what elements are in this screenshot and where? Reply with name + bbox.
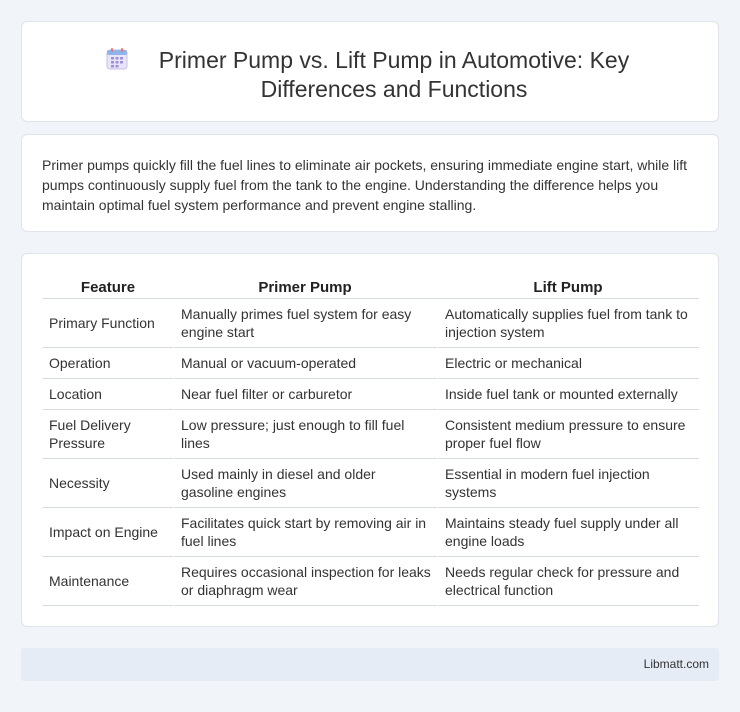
table-row [43,379,699,410]
feature-cell: Necessity [43,459,173,508]
lift-pump-cell: Inside fuel tank or mounted externally [437,379,699,410]
lift-pump-cell: Maintains steady fuel supply under all engine loads [437,508,699,557]
lift-pump-cell: Electric or mechanical [437,348,699,379]
primer-pump-cell: Low pressure; just enough to fill fuel lines [173,410,437,459]
intro-card [21,134,719,232]
primer-pump-cell: Near fuel filter or carburetor [173,379,437,410]
lift-pump-cell: Consistent medium pressure to ensure proper fuel flow [437,410,699,459]
table-row [43,410,699,459]
table-header-row [43,276,699,299]
table-row [43,348,699,379]
primer-pump-cell: Manually primes fuel system for easy engine start [173,299,437,348]
table-row [43,508,699,557]
primer-pump-cell: Facilitates quick start by removing air in fuel lines [173,508,437,557]
primer-pump-cell: Requires occasional inspection for leaks or diaphragm wear [173,557,437,606]
feature-cell: Maintenance [43,557,173,606]
feature-cell: Primary Function [43,299,173,348]
column-header-primer-pump: Primer Pump [173,276,437,299]
page-title-text [22,46,718,104]
footer-site-link[interactable]: Libmatt.com [643,657,709,671]
feature-cell: Fuel Delivery Pressure [43,410,173,459]
primer-pump-cell: Used mainly in diesel and older gasoline engines [173,459,437,508]
feature-cell: Impact on Engine [43,508,173,557]
comparison-table-card [21,253,719,627]
column-header-feature: Feature [43,276,173,299]
table-row [43,459,699,508]
column-header-lift-pump: Lift Pump [437,276,699,299]
lift-pump-cell: Automatically supplies fuel from tank to injection system [437,299,699,348]
lift-pump-cell: Needs regular check for pressure and electrical function [437,557,699,606]
comparison-table [43,276,699,606]
lift-pump-cell: Essential in modern fuel injection systems [437,459,699,508]
footer [21,648,719,681]
feature-cell: Location [43,379,173,410]
table-row [43,557,699,606]
title-card [21,21,719,122]
primer-pump-cell: Manual or vacuum-operated [173,348,437,379]
table-row [43,299,699,348]
feature-cell: Operation [43,348,173,379]
page-title-label: Primer Pump vs. Lift Pump in Automotive: Key Differences and Functions [158,47,630,102]
intro-paragraph: Primer pumps quickly fill the fuel lines to eliminate air pockets, ensuring immediate engine start, while lift pumps continuously supply fuel from the tank to the engine. Understanding the difference helps you maintain optimal fuel system performance and prevent engine stalling. [42,157,688,213]
